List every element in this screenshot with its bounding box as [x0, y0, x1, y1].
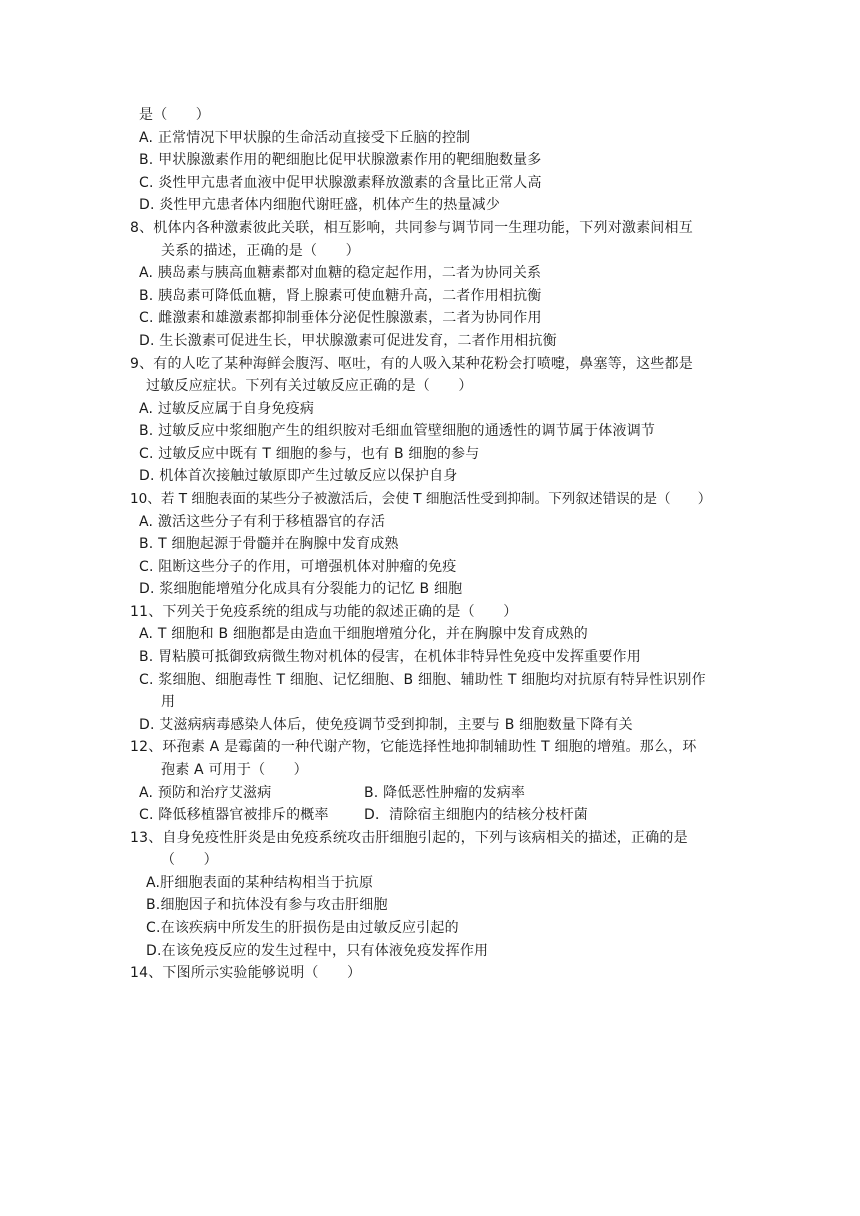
q12-option-a: A. 预防和治疗艾滋病 [139, 785, 272, 801]
q12-stem: 12、环孢素 A 是霉菌的一种代谢产物，它能选择性地抑制辅助性 T 细胞的增殖。那么，环 [130, 739, 697, 755]
q7-option-d: D. 炎性甲亢患者体内细胞代谢旺盛，机体产生的热量减少 [139, 197, 501, 213]
q13-option-c: C.在该疾病中所发生的肝损伤是由过敏反应引起的 [146, 920, 459, 936]
q10-option-b: B. T 细胞起源于骨髓并在胸腺中发育成熟 [139, 536, 399, 552]
q9-stem-cont: 过敏反应症状。下列有关过敏反应正确的是（ ） [146, 378, 473, 394]
q11-option-c: C. 浆细胞、细胞毒性 T 细胞、记忆细胞、B 细胞、辅助性 T 细胞均对抗原有特异性识别作 [139, 672, 706, 688]
q10-option-a: A. 激活这些分子有利于移植器官的存活 [139, 514, 386, 530]
q11-stem: 11、下列关于免疫系统的组成与功能的叙述正确的是（ ） [130, 604, 518, 620]
q14-stem: 14、下图所示实验能够说明（ ） [130, 965, 362, 981]
q11-option-b: B. 胃粘膜可抵御致病微生物对机体的侵害，在机体非特异性免疫中发挥重要作用 [139, 649, 641, 665]
q12-option-d: D．清除宿主细胞内的结核分枝杆菌 [364, 807, 588, 823]
q8-option-a: A. 胰岛素与胰高血糖素都对血糖的稳定起作用，二者为协同关系 [139, 265, 542, 281]
q12-option-c: C. 降低移植器官被排斥的概率 [139, 807, 329, 823]
q7-option-c: C. 炎性甲亢患者血液中促甲状腺激素释放激素的含量比正常人高 [139, 175, 542, 191]
q8-stem: 8、机体内各种激素彼此关联，相互影响，共同参与调节同一生理功能，下列对激素间相互 [130, 220, 693, 236]
q12-stem-cont: 孢素 A 可用于（ ） [161, 762, 308, 778]
q9-option-c: C. 过敏反应中既有 T 细胞的参与，也有 B 细胞的参与 [139, 446, 480, 462]
q8-stem-cont: 关系的描述，正确的是（ ） [161, 243, 360, 259]
q13-option-b: B.细胞因子和抗体没有参与攻击肝细胞 [146, 897, 388, 913]
q10-stem: 10、若 T 细胞表面的某些分子被激活后，会使 T 细胞活性受到抑制。下列叙述错误的是（ ） [130, 491, 712, 507]
q13-option-a: A.肝细胞表面的某种结构相当于抗原 [146, 875, 374, 891]
q10-option-c: C. 阻断这些分子的作用，可增强机体对肿瘤的免疫 [139, 559, 457, 575]
q8-option-b: B. 胰岛素可降低血糖，肾上腺素可使血糖升高，二者作用相抗衡 [139, 288, 542, 304]
q9-option-b: B. 过敏反应中浆细胞产生的组织胺对毛细血管壁细胞的通透性的调节属于体液调节 [139, 423, 656, 439]
q11-option-d: D. 艾滋病病毒感染人体后，使免疫调节受到抑制，主要与 B 细胞数量下降有关 [139, 717, 633, 733]
q8-option-d: D. 生长激素可促进生长，甲状腺激素可促进发育，二者作用相抗衡 [139, 333, 557, 349]
q7-stem-end: 是（ ） [139, 107, 210, 123]
q13-stem-cont: （ ） [161, 852, 218, 868]
q7-option-a: A. 正常情况下甲状腺的生命活动直接受下丘脑的控制 [139, 130, 471, 146]
q11-option-c-cont: 用 [161, 694, 176, 710]
q13-stem: 13、自身免疫性肝炎是由免疫系统攻击肝细胞引起的，下列与该病相关的描述，正确的是 [130, 830, 688, 846]
q8-option-c: C. 雌激素和雄激素都抑制垂体分泌促性腺激素，二者为协同作用 [139, 310, 542, 326]
q9-option-d: D. 机体首次接触过敏原即产生过敏反应以保护自身 [139, 468, 458, 484]
q7-option-b: B. 甲状腺激素作用的靶细胞比促甲状腺激素作用的靶细胞数量多 [139, 152, 542, 168]
q10-option-d: D. 浆细胞能增殖分化成具有分裂能力的记忆 B 细胞 [139, 581, 463, 597]
q9-stem: 9、有的人吃了某种海鲜会腹泻、呕吐，有的人吸入某种花粉会打喷嚏，鼻塞等，这些都是 [130, 356, 693, 372]
q12-option-b: B. 降低恶性肿瘤的发病率 [364, 785, 526, 801]
q9-option-a: A. 过敏反应属于自身免疫病 [139, 401, 315, 417]
q13-option-d: D.在该免疫反应的发生过程中，只有体液免疫发挥作用 [146, 943, 489, 959]
q11-option-a: A. T 细胞和 B 细胞都是由造血干细胞增殖分化，并在胸腺中发育成熟的 [139, 626, 588, 642]
